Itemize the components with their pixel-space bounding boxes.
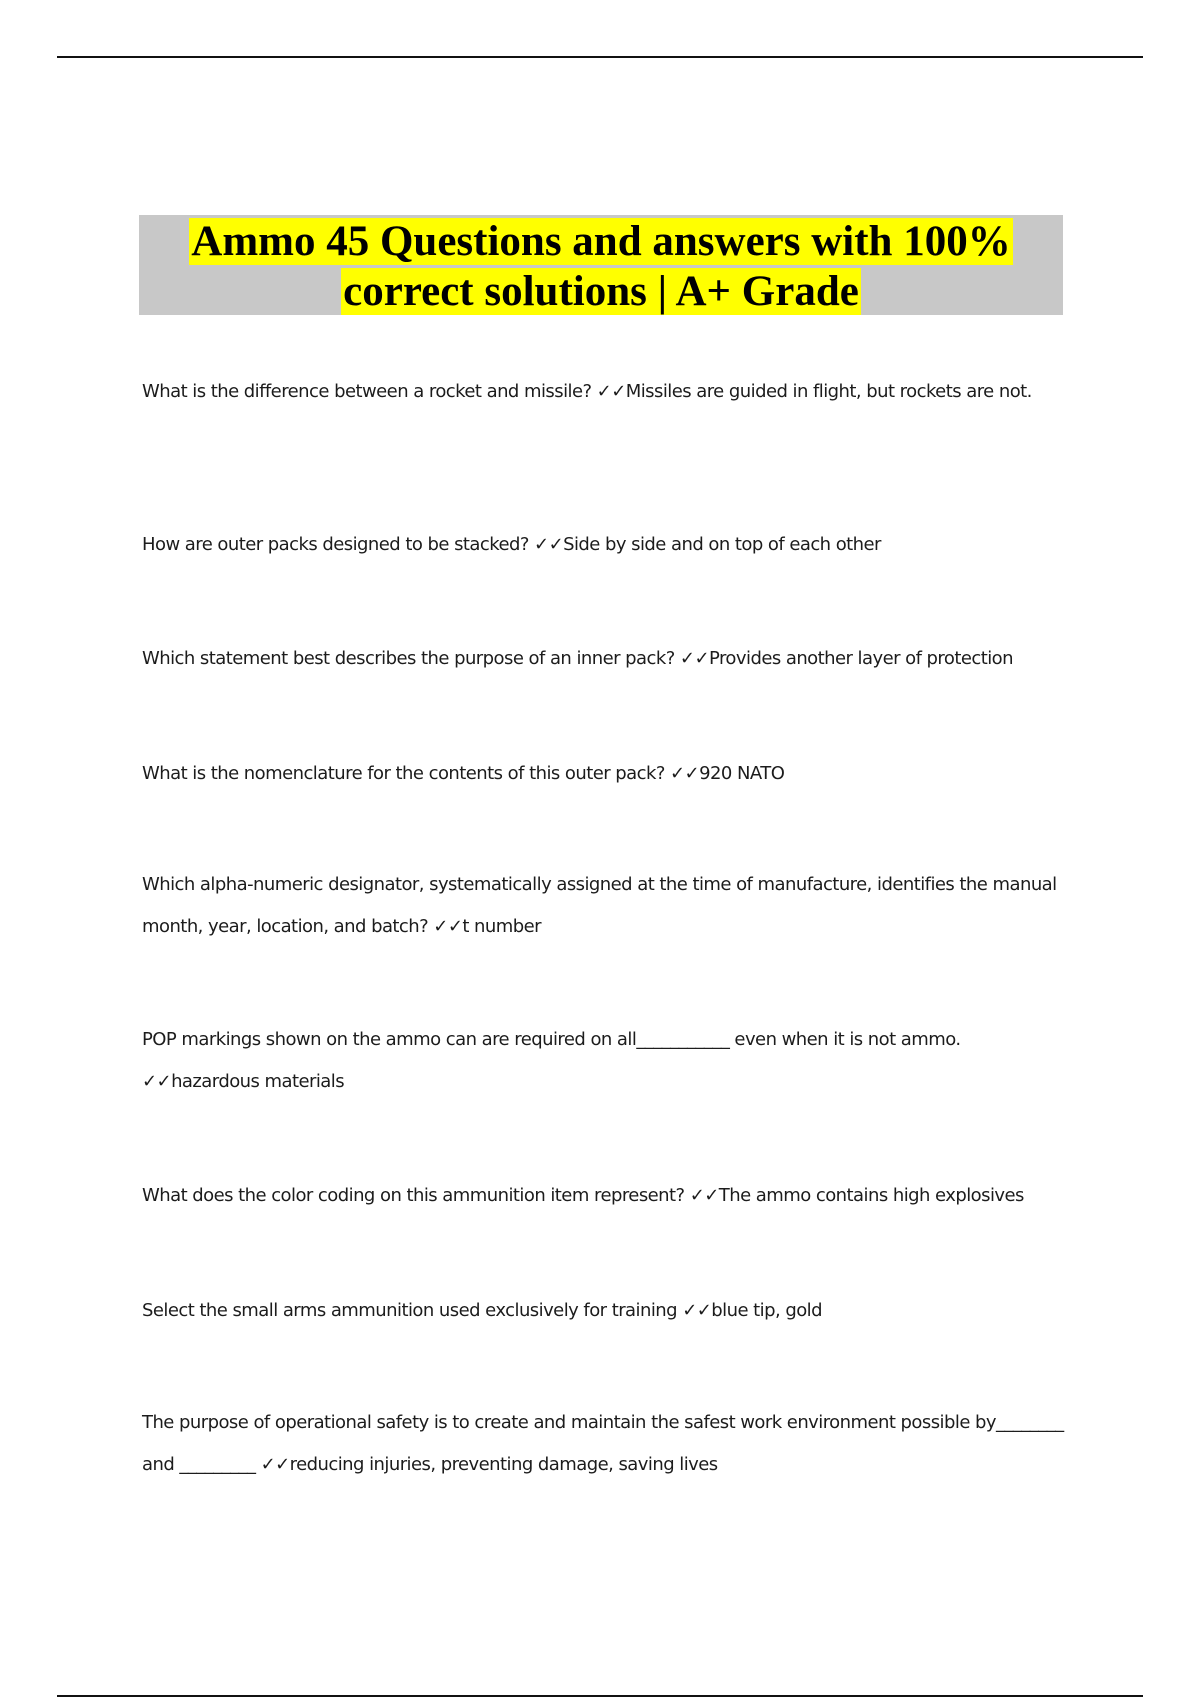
top-rule <box>57 56 1143 58</box>
qa-item-4: What is the nomenclature for the contents of this outer pack? ✓✓920 NATO <box>142 763 785 784</box>
qa-item-3: Which statement best describes the purpose of an inner pack? ✓✓Provides another layer of protection <box>142 648 1014 669</box>
qa-item-2: How are outer packs designed to be stacked? ✓✓Side by side and on top of each other <box>142 534 881 555</box>
document-title: Ammo 45 Questions and answers with 100% correct solutions | A+ Grade <box>191 218 1011 315</box>
bottom-rule <box>57 1695 1143 1697</box>
qa-item-5: Which alpha-numeric designator, systematically assigned at the time of manufacture, identifies the manual month, year, location, and batch? ✓✓t number <box>142 874 1057 937</box>
title-banner <box>139 215 1063 315</box>
qa-item-6: POP markings shown on the ammo can are required on all___________ even when it is not ammo. ✓✓hazardous materials <box>142 1029 961 1092</box>
qa-item-9: The purpose of operational safety is to create and maintain the safest work environment possible by________ and _________ ✓✓reducing injuries, preventing damage, saving lives <box>142 1412 1064 1475</box>
qa-item-1: What is the difference between a rocket and missile? ✓✓Missiles are guided in flight, but rockets are not. <box>142 381 1032 402</box>
qa-item-7: What does the color coding on this ammunition item represent? ✓✓The ammo contains high explosives <box>142 1185 1024 1206</box>
qa-item-8: Select the small arms ammunition used exclusively for training ✓✓blue tip, gold <box>142 1300 822 1321</box>
